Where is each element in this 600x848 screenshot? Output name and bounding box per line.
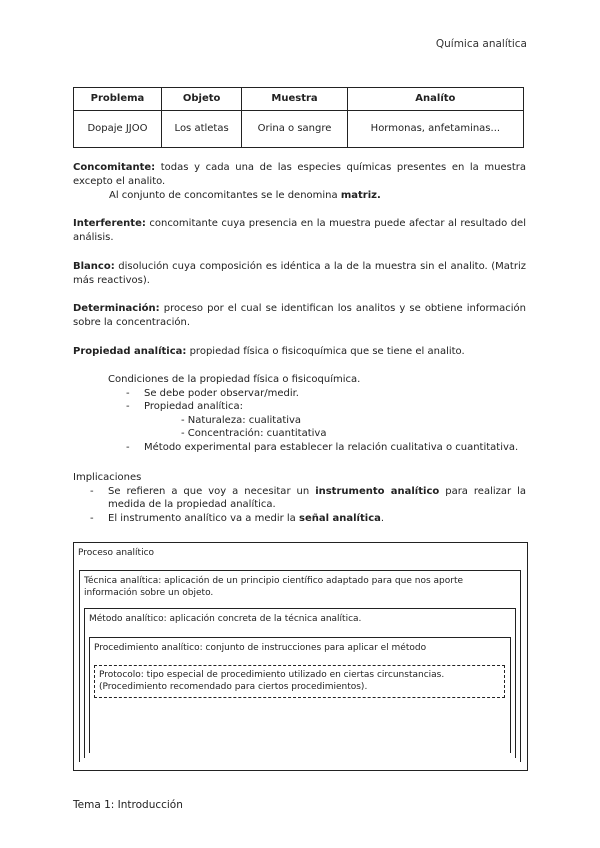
table-header-objeto: Objeto	[161, 88, 241, 111]
sub-item-naturaleza: - Naturaleza: cualitativa	[181, 414, 302, 426]
definition-propiedad-analitica	[73, 345, 526, 359]
condiciones-list	[126, 387, 528, 414]
term-propiedad-analitica: Propiedad analítica:	[73, 346, 187, 357]
matriz-term: matriz.	[340, 190, 381, 201]
table-row	[74, 111, 524, 148]
protocolo-label: Protocolo: tipo especial de procedimiento utilizado en ciertas circunstancias. (Procedimiento recomendado para ciertos procedimientos).	[99, 670, 445, 693]
definition-blanco	[73, 260, 526, 287]
summary-table	[73, 87, 524, 148]
implicacion-1-suffix: para realizar la medida de la propiedad analítica.	[108, 485, 527, 510]
table-header-problema: Problema	[74, 88, 162, 111]
implicacion-2-suffix: .	[380, 512, 385, 524]
tecnica-analitica-label: Técnica analítica: aplicación de un principio científico adaptado para que nos aporte información sobre un objeto.	[84, 576, 464, 599]
text-propiedad-analitica: propiedad física o fisicoquímica que se tiene el analito.	[186, 346, 465, 357]
condiciones-list-2	[126, 441, 528, 455]
table-header-muestra: Muestra	[242, 88, 347, 111]
term-concomitante: Concomitante:	[73, 162, 156, 173]
matriz-note	[109, 189, 509, 203]
list-item	[90, 512, 526, 526]
implicaciones-list	[90, 485, 526, 526]
proceso-analitico-label: Proceso analítico	[78, 548, 155, 558]
condiciones-title: Condiciones de la propiedad física o fisicoquímica.	[108, 374, 361, 385]
definition-concomitante	[73, 161, 526, 188]
list-item	[90, 485, 526, 512]
definition-interferente	[73, 217, 526, 244]
text-determinacion: proceso por el cual se identifican los analitos y se obtiene información sobre la concentración.	[73, 303, 526, 328]
matriz-note-text: Al conjunto de concomitantes se le denomina	[109, 190, 341, 201]
text-concomitante: todas y cada una de las especies químicas presentes en la muestra excepto el analito.	[73, 162, 526, 187]
table-header-analito: Analíto	[347, 88, 523, 111]
table-cell-problema: Dopaje JJOO	[74, 111, 162, 148]
senal-analitica-term: señal analítica	[299, 512, 381, 524]
definition-determinacion	[73, 302, 526, 329]
implicacion-1-text: Se refieren a que voy a necesitar un	[108, 485, 316, 497]
metodo-analitico-label: Método analítico: aplicación concreta de la técnica analítica.	[89, 614, 362, 624]
implicaciones-section	[73, 471, 526, 525]
page-header-title: Química analítica	[435, 38, 527, 50]
table-cell-objeto: Los atletas	[161, 111, 241, 148]
text-interferente: concomitante cuya presencia en la muestra puede afectar al resultado del análisis.	[73, 218, 526, 243]
implicaciones-title: Implicaciones	[73, 472, 142, 483]
term-blanco: Blanco:	[73, 261, 115, 272]
term-determinacion: Determinación:	[73, 303, 160, 314]
condiciones-section	[108, 373, 528, 454]
page-footer: Tema 1: Introducción	[73, 799, 183, 811]
protocolo-box	[94, 665, 505, 698]
list-item: - Método experimental para establecer la relación cualitativa o cuantitativa.	[126, 441, 528, 455]
implicacion-2-text: El instrumento analítico va a medir la	[108, 512, 299, 524]
sub-item-concentracion: - Concentración: cuantitativa	[181, 428, 327, 439]
list-item: - Se debe poder observar/medir.	[126, 387, 528, 401]
table-cell-analito: Hormonas, anfetaminas...	[347, 111, 523, 148]
list-item: - Propiedad analítica:	[126, 400, 528, 414]
table-cell-muestra: Orina o sangre	[242, 111, 347, 148]
procedimiento-analitico-label: Procedimiento analítico: conjunto de instrucciones para aplicar el método	[94, 643, 427, 653]
instrumento-analitico-term: instrumento analítico	[315, 485, 440, 497]
term-interferente: Interferente:	[73, 218, 146, 229]
text-blanco: disolución cuya composición es idéntica a la de la muestra sin el analito. (Matriz más reactivos).	[73, 261, 526, 286]
